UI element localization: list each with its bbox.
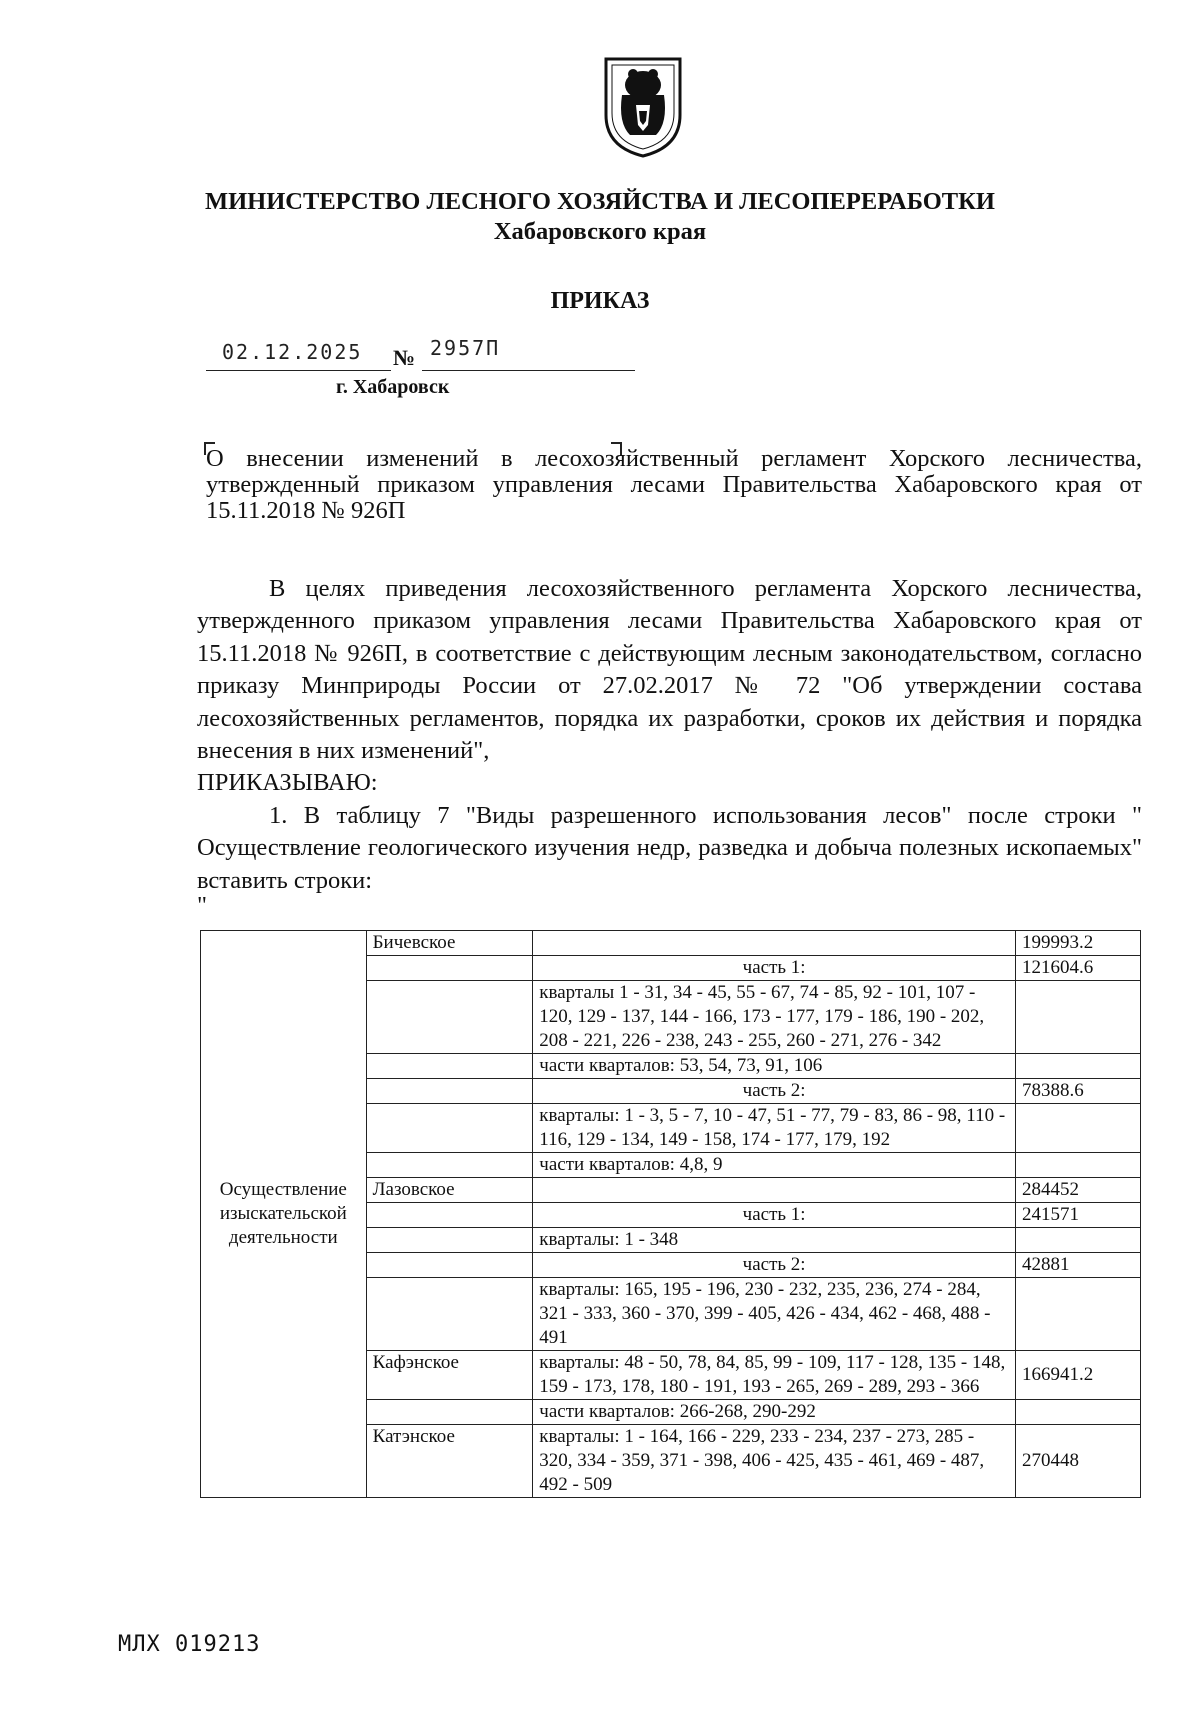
quarters-cell: кварталы 1 - 31, 34 - 45, 55 - 67, 74 - 85, 92 - 101, 107 - 120, 129 - 137, 144 - 166, 173 - 177, 179 - 186, 190 - 202, 208 - 221, 226 - 238, 243 - 255, 260 - 271, 276 - 342 bbox=[533, 981, 1016, 1054]
area-cell bbox=[1015, 981, 1140, 1054]
order-body bbox=[197, 573, 1142, 920]
area-cell: 121604.6 bbox=[1015, 956, 1140, 981]
forestry-cell: Катэнское bbox=[366, 1425, 533, 1498]
forestry-cell bbox=[366, 1104, 533, 1153]
area-cell: 270448 bbox=[1015, 1425, 1140, 1498]
quarters-cell: часть 1: bbox=[533, 956, 1016, 981]
quarters-cell: части кварталов: 266-268, 290-292 bbox=[533, 1400, 1016, 1425]
forestry-cell bbox=[366, 981, 533, 1054]
order-word: ПРИКАЗЫВАЮ: bbox=[197, 769, 378, 797]
area-cell bbox=[1015, 1400, 1140, 1425]
order-subject: О внесении изменений в лесохозяйственный регламент Хорского лесничества, утвержденный приказом управления лесами Правительства Хабаровского края от 15.11.2018 № 926П bbox=[206, 445, 1142, 524]
item-1-paragraph: 1. В таблицу 7 "Виды разрешенного использования лесов" после строки " Осуществление геологического изучения недр, разведка и добыча полезных ископаемых" вставить строки: bbox=[197, 801, 1142, 894]
quarters-cell: кварталы: 1 - 348 bbox=[533, 1228, 1016, 1253]
document-type: ПРИКАЗ bbox=[550, 288, 650, 314]
table-body bbox=[201, 931, 1141, 1498]
forestry-cell bbox=[366, 1400, 533, 1425]
quarters-cell: кварталы: 1 - 164, 166 - 229, 233 - 234, 237 - 273, 285 - 320, 334 - 359, 371 - 398, 406 - 425, 435 - 461, 469 - 487, 492 - 509 bbox=[533, 1425, 1016, 1498]
number-sign: № bbox=[393, 345, 416, 370]
forestry-cell: Лазовское bbox=[366, 1178, 533, 1203]
area-cell bbox=[1015, 1228, 1140, 1253]
area-cell bbox=[1015, 1153, 1140, 1178]
quarters-cell: части кварталов: 53, 54, 73, 91, 106 bbox=[533, 1054, 1016, 1079]
forestry-cell bbox=[366, 1153, 533, 1178]
quarters-cell: кварталы: 165, 195 - 196, 230 - 232, 235, 236, 274 - 284, 321 - 333, 360 - 370, 399 - 405, 426 - 434, 462 - 468, 488 - 491 bbox=[533, 1278, 1016, 1351]
quarters-cell: часть 1: bbox=[533, 1203, 1016, 1228]
forestry-cell bbox=[366, 1228, 533, 1253]
preamble-paragraph: В целях приведения лесохозяйственного регламента Хорского лесничества, утвержденного приказом управления лесами Правительства Хабаровского края от 15.11.2018 № 926П, в соответствие с действующим лесным законодательством, согласно приказу Минприроды России от 27.02.2017 № 72 "Об утверждении состава лесохозяйственных регламентов, порядка их разработки, сроков их действия и порядка внесения в них изменений", bbox=[197, 575, 1142, 765]
area-cell bbox=[1015, 1104, 1140, 1153]
quarters-cell: кварталы: 48 - 50, 78, 84, 85, 99 - 109, 117 - 128, 135 - 148, 159 - 173, 178, 180 - 191, 193 - 265, 269 - 289, 293 - 366 bbox=[533, 1351, 1016, 1400]
document-stamp: МЛХ 019213 bbox=[118, 1632, 261, 1657]
forestry-cell: Кафэнское bbox=[366, 1351, 533, 1400]
forestry-cell: Бичевское bbox=[366, 931, 533, 956]
forestry-cell bbox=[366, 1054, 533, 1079]
quarters-cell bbox=[533, 931, 1016, 956]
city: г. Хабаровск bbox=[336, 376, 450, 398]
order-number: 2957П bbox=[430, 336, 501, 360]
quarters-cell: кварталы: 1 - 3, 5 - 7, 10 - 47, 51 - 77, 79 - 83, 86 - 98, 110 - 116, 129 - 134, 149 - 158, 174 - 177, 179, 192 bbox=[533, 1104, 1016, 1153]
ministry-name bbox=[0, 187, 1200, 247]
area-cell: 166941.2 bbox=[1015, 1351, 1140, 1400]
area-cell: 78388.6 bbox=[1015, 1079, 1140, 1104]
activity-cell: Осуществление изыскательской деятельности bbox=[201, 931, 367, 1498]
forestry-cell bbox=[366, 956, 533, 981]
area-cell: 42881 bbox=[1015, 1253, 1140, 1278]
ministry-line-1: МИНИСТЕРСТВО ЛЕСНОГО ХОЗЯЙСТВА И ЛЕСОПЕРЕРАБОТКИ bbox=[205, 188, 995, 215]
number-underline bbox=[422, 370, 635, 371]
area-cell: 241571 bbox=[1015, 1203, 1140, 1228]
area-cell bbox=[1015, 1278, 1140, 1351]
permitted-use-table bbox=[200, 930, 1141, 1498]
table-row bbox=[201, 931, 1141, 956]
quarters-cell: части кварталов: 4,8, 9 bbox=[533, 1153, 1016, 1178]
area-cell bbox=[1015, 1054, 1140, 1079]
area-cell: 199993.2 bbox=[1015, 931, 1140, 956]
ministry-line-2: Хабаровского края bbox=[493, 218, 707, 245]
area-cell: 284452 bbox=[1015, 1178, 1140, 1203]
forestry-cell bbox=[366, 1278, 533, 1351]
quarters-cell: часть 2: bbox=[533, 1079, 1016, 1104]
opening-quote: " bbox=[197, 892, 208, 920]
quarters-cell bbox=[533, 1178, 1016, 1203]
forestry-cell bbox=[366, 1203, 533, 1228]
date-underline bbox=[206, 370, 391, 371]
quarters-cell: часть 2: bbox=[533, 1253, 1016, 1278]
forestry-cell bbox=[366, 1253, 533, 1278]
order-date: 02.12.2025 bbox=[222, 340, 363, 364]
coat-of-arms-emblem bbox=[600, 55, 686, 159]
forestry-cell bbox=[366, 1079, 533, 1104]
